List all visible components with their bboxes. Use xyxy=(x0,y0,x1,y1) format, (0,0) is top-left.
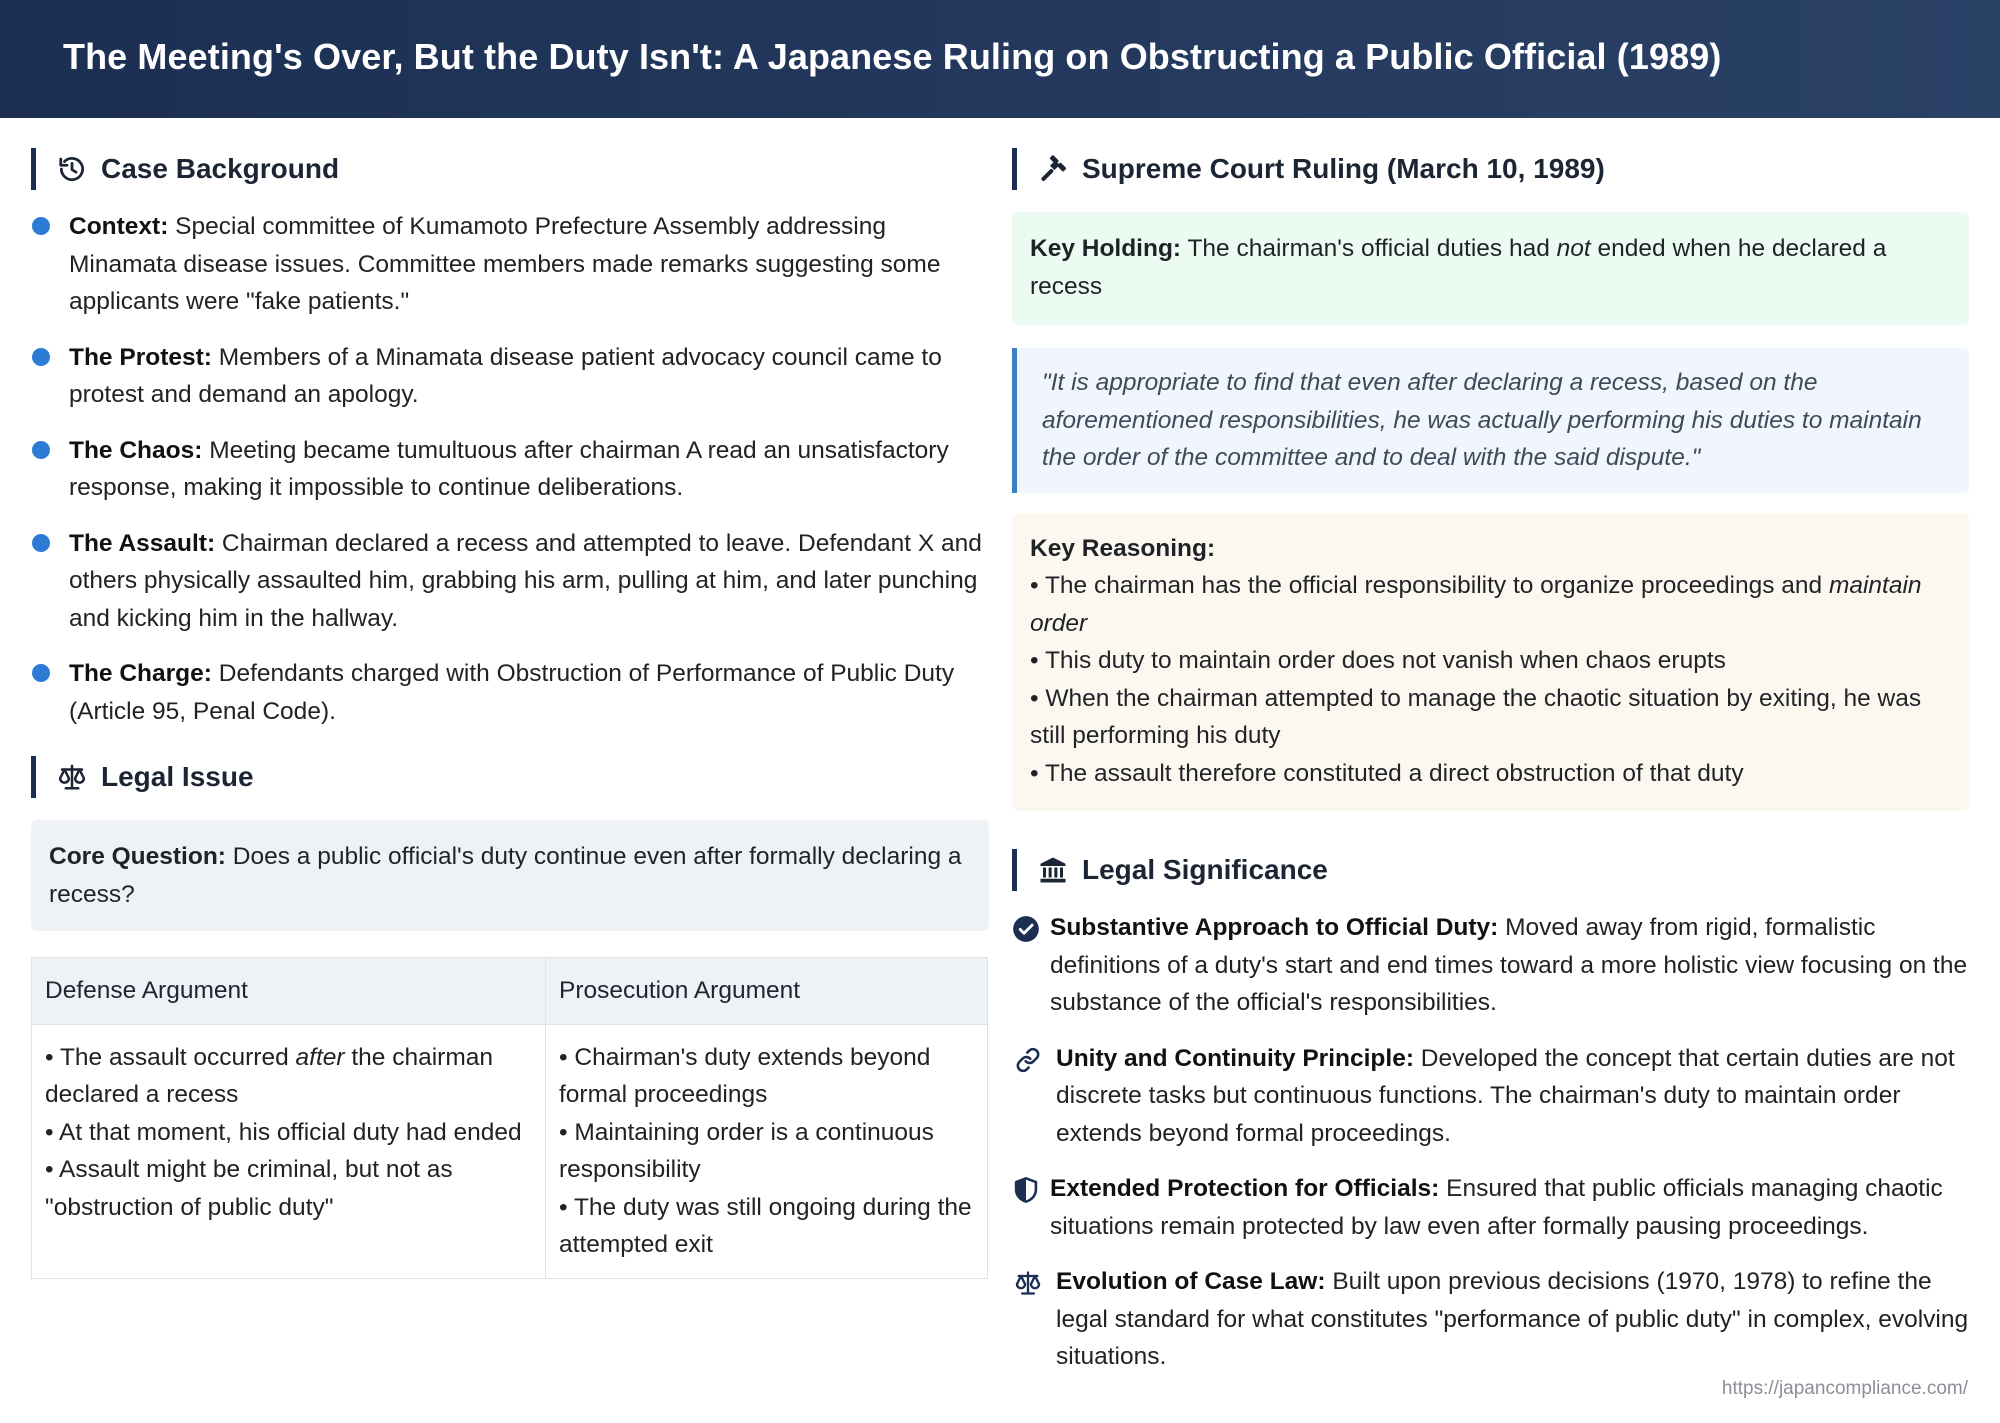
bullet-dot xyxy=(32,664,50,682)
list-item xyxy=(31,525,989,638)
link-icon xyxy=(1012,1046,1044,1074)
history-icon xyxy=(55,152,89,186)
table-header-row xyxy=(32,958,988,1025)
significance-list xyxy=(1012,909,1969,1376)
item-text: Ensured that public officials managing chaotic situations remain protected by law even after formally pausing proceedings. xyxy=(1050,1175,1943,1240)
list-item xyxy=(31,655,989,730)
section-title: Legal Significance xyxy=(1082,854,1328,885)
reasoning-line: • This duty to maintain order does not vanish when chaos erupts xyxy=(1030,647,1726,674)
prosecution-cell xyxy=(546,1024,988,1278)
list-item xyxy=(1012,1040,1969,1153)
scales-icon xyxy=(55,760,89,794)
item-text: Developed the concept that certain duties are not discrete tasks but continuous functions. The chairman's duty to maintain order extends beyond formal proceedings. xyxy=(1056,1044,1955,1147)
core-question-box xyxy=(31,820,989,931)
legal-significance-heading xyxy=(1012,849,1969,891)
item-label: The Protest: xyxy=(69,343,212,371)
item-label: Unity and Continuity Principle: xyxy=(1056,1044,1414,1072)
item-label: Extended Protection for Officials: xyxy=(1050,1175,1440,1202)
page-title: The Meeting's Over, But the Duty Isn't: A Japanese Ruling on Obstructing a Public Official (1989) xyxy=(63,36,1722,77)
item-label: The Chaos: xyxy=(69,436,203,464)
list-item xyxy=(31,208,989,321)
reasoning-line: • When the chairman attempted to manage the chaotic situation by exiting, he was still performing his duty xyxy=(1030,684,1922,749)
bullet-dot xyxy=(32,217,50,235)
shield-icon xyxy=(1012,1176,1040,1204)
defense-line: • At that moment, his official duty had ended xyxy=(45,1118,522,1146)
ruling-heading xyxy=(1012,148,1969,190)
legal-issue-heading xyxy=(31,756,989,798)
item-text: Members of a Minamata disease patient advocacy council came to protest and demand an apology. xyxy=(69,343,942,408)
key-holding-label: Key Holding: xyxy=(1030,235,1182,262)
defense-line: • The assault occurred after the chairman declared a recess xyxy=(45,1043,493,1108)
section-title: Supreme Court Ruling (March 10, 1989) xyxy=(1082,153,1605,184)
background-list xyxy=(31,208,989,730)
list-item xyxy=(1012,1263,1969,1376)
prosecution-line: • The duty was still ongoing during the attempted exit xyxy=(559,1193,972,1258)
prosecution-line: • Maintaining order is a continuous responsibility xyxy=(559,1118,934,1183)
case-background-heading xyxy=(31,148,989,190)
check-circle-icon xyxy=(1012,915,1040,943)
item-label: Substantive Approach to Official Duty: xyxy=(1050,914,1499,941)
footer-url: https://japancompliance.com/ xyxy=(1721,1378,1968,1399)
key-reasoning-label: Key Reasoning: xyxy=(1030,534,1216,562)
list-item xyxy=(31,339,989,414)
item-text: Defendants charged with Obstruction of Performance of Public Duty (Article 95, Penal Code). xyxy=(69,660,955,725)
item-text: Chairman declared a recess and attempted to leave. Defendant X and others physically assaulted him, grabbing his arm, pulling at him, and later punching and kicking him in the hallway. xyxy=(69,529,982,632)
item-text: Moved away from rigid, formalistic definitions of a duty's start and end times toward a more holistic view focusing on the substance of the official's responsibilities. xyxy=(1050,914,1968,1016)
column-header-defense: Defense Argument xyxy=(32,958,546,1025)
table-row xyxy=(32,1024,988,1278)
column-header-prosecution: Prosecution Argument xyxy=(546,958,988,1025)
item-label: Context: xyxy=(69,213,169,240)
item-text: Special committee of Kumamoto Prefecture Assembly addressing Minamata disease issues. Committee members made remarks suggesting some applicants were "fake patients." xyxy=(69,213,941,315)
key-holding-box: Key Holding: The chairman's official duties had not ended when he declared a recess xyxy=(1012,212,1969,325)
ruling-quote: "It is appropriate to find that even after declaring a recess, based on the aforementioned responsibilities, he was actually performing his duties to maintain the order of the committee and to deal with the said dispute." xyxy=(1012,348,1969,493)
page-header xyxy=(0,0,2000,118)
item-label: The Assault: xyxy=(69,529,216,557)
scales-icon xyxy=(1012,1269,1044,1297)
arguments-table xyxy=(31,957,988,1279)
section-title: Legal Issue xyxy=(101,761,254,792)
key-reasoning-box xyxy=(1012,513,1969,812)
gavel-icon xyxy=(1036,152,1070,186)
section-title: Case Background xyxy=(101,153,340,184)
list-item xyxy=(1012,1170,1969,1245)
reasoning-line: • The assault therefore constituted a direct obstruction of that duty xyxy=(1030,759,1744,787)
prosecution-line: • Chairman's duty extends beyond formal proceedings xyxy=(559,1043,931,1108)
item-text: Meeting became tumultuous after chairman A read an unsatisfactory response, making it impossible to continue deliberations. xyxy=(69,436,949,501)
list-item xyxy=(1012,909,1969,1022)
item-text: Built upon previous decisions (1970, 1978) to refine the legal standard for what constitutes "performance of public duty" in complex, evolving situations. xyxy=(1056,1268,1969,1370)
landmark-icon xyxy=(1036,853,1070,887)
item-label: Evolution of Case Law: xyxy=(1056,1268,1326,1295)
defense-cell xyxy=(32,1024,546,1278)
bullet-dot xyxy=(32,441,50,459)
item-label: The Charge: xyxy=(69,660,212,687)
core-question-label: Core Question: xyxy=(49,843,226,870)
defense-line: • Assault might be criminal, but not as "obstruction of public duty" xyxy=(45,1156,453,1221)
left-column xyxy=(31,148,989,1279)
bullet-dot xyxy=(32,348,50,366)
core-question-text: Does a public official's duty continue even after formally declaring a recess? xyxy=(49,843,962,908)
bullet-dot xyxy=(32,534,50,552)
reasoning-line: • The chairman has the official responsibility to organize proceedings and maintain order xyxy=(1030,572,1922,637)
list-item xyxy=(31,432,989,507)
right-column xyxy=(1012,148,1969,1394)
